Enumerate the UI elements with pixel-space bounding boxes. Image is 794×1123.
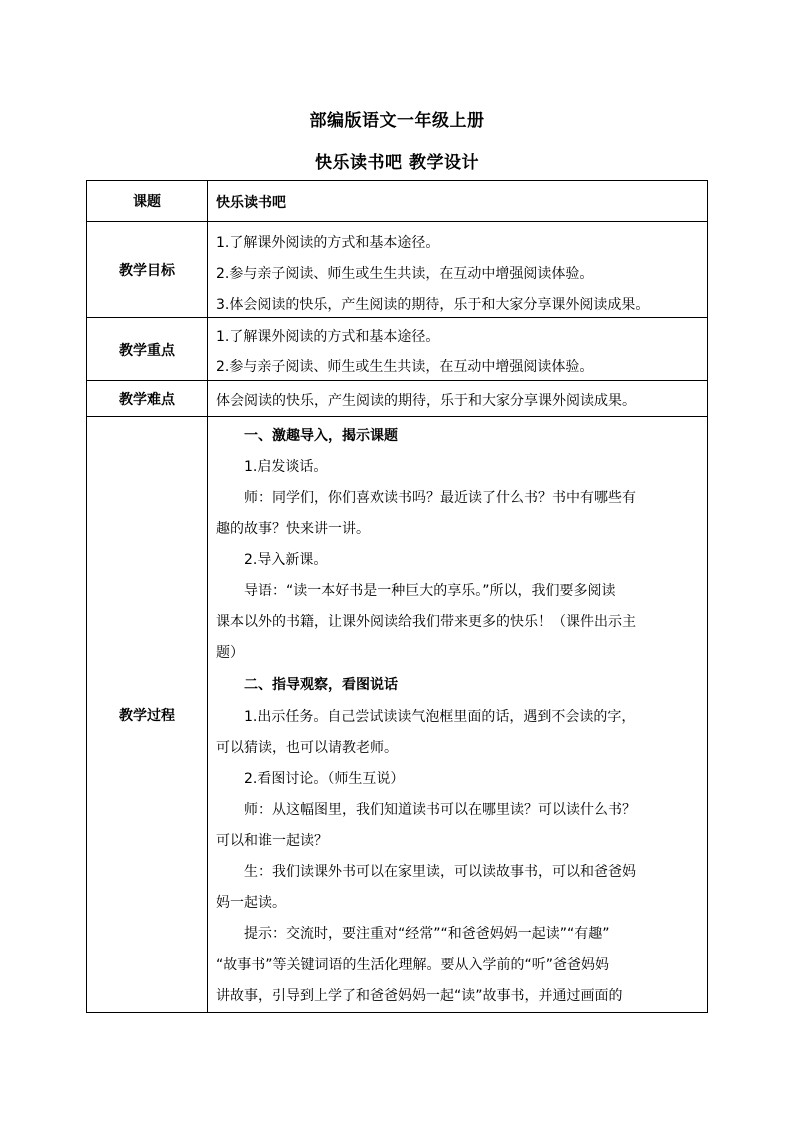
process-line: 可以和谁一起读？ bbox=[216, 833, 328, 849]
process-line: 一、激趣导入，揭示课题 bbox=[216, 428, 398, 444]
key-points-label: 教学重点 bbox=[87, 318, 208, 381]
row-process bbox=[87, 416, 707, 1013]
process-label: 教学过程 bbox=[87, 417, 208, 1013]
process-line: 师：从这幅图里，我们知道读书可以在哪里读？可以读什么书？ bbox=[216, 802, 636, 818]
document-subtitle: 快乐读书吧 教学设计 bbox=[315, 153, 479, 173]
process-line: 1.出示任务。自己尝试读读气泡框里面的话，遇到不会读的字， bbox=[216, 709, 636, 725]
process-line: 1.启发谈话。 bbox=[216, 459, 328, 475]
topic-cell bbox=[208, 181, 703, 221]
process-line: 提示：交流时，要注重对“经常”“和爸爸妈妈一起读”“有趣” bbox=[216, 926, 610, 942]
lesson-plan-table bbox=[86, 180, 708, 1013]
process-line: 课本以外的书籍，让课外阅读给我们带来更多的快乐！（课件出示主 bbox=[216, 614, 636, 630]
process-line: 二、指导观察，看图说话 bbox=[216, 677, 398, 693]
process-line: 趣的故事？快来讲一讲。 bbox=[216, 521, 370, 537]
process-line: “故事书”等关键词语的生活化理解。要从入学前的“听”爸爸妈妈 bbox=[216, 957, 610, 973]
topic-label: 课题 bbox=[87, 181, 208, 221]
process-cell bbox=[208, 417, 703, 1013]
process-line: 2.导入新课。 bbox=[216, 552, 328, 568]
difficulties-cell bbox=[208, 381, 703, 417]
process-line: 妈一起读。 bbox=[216, 895, 286, 911]
process-line: 师：同学们，你们喜欢读书吗？最近读了什么书？书中有哪些有 bbox=[216, 490, 636, 506]
objectives-label: 教学目标 bbox=[87, 222, 208, 318]
key-point-item: 1.了解课外阅读的方式和基本途径。 bbox=[216, 329, 440, 345]
topic-value: 快乐读书吧 bbox=[216, 195, 286, 211]
row-difficulties bbox=[87, 380, 707, 417]
process-line: 讲故事，引导到上学了和爸爸妈妈一起“读”故事书，并通过画面的 bbox=[216, 988, 623, 1004]
process-line: 题） bbox=[216, 645, 244, 661]
key-point-item: 2.参与亲子阅读、师生或生生共读，在互动中增强阅读体验。 bbox=[216, 359, 594, 375]
difficulties-label: 教学难点 bbox=[87, 381, 208, 417]
process-line: 导语：“读一本好书是一种巨大的享乐。”所以，我们要多阅读 bbox=[216, 583, 616, 599]
row-objectives bbox=[87, 221, 707, 318]
document-title: 部编版语文一年级上册 bbox=[309, 111, 485, 131]
process-line: 生：我们读课外书可以在家里读，可以读故事书，可以和爸爸妈 bbox=[216, 864, 636, 880]
row-topic bbox=[87, 181, 707, 221]
objectives-cell bbox=[208, 222, 703, 318]
difficulties-value: 体会阅读的快乐，产生阅读的期待，乐于和大家分享课外阅读成果。 bbox=[216, 393, 636, 409]
row-key-points bbox=[87, 317, 707, 381]
objective-item: 2.参与亲子阅读、师生或生生共读，在互动中增强阅读体验。 bbox=[216, 266, 594, 282]
process-line: 可以猜读，也可以请教老师。 bbox=[216, 740, 398, 756]
key-points-cell bbox=[208, 318, 703, 381]
objective-item: 3.体会阅读的快乐，产生阅读的期待，乐于和大家分享课外阅读成果。 bbox=[216, 297, 650, 313]
process-line: 2.看图讨论。（师生互说） bbox=[216, 771, 405, 787]
objective-item: 1.了解课外阅读的方式和基本途径。 bbox=[216, 235, 440, 251]
